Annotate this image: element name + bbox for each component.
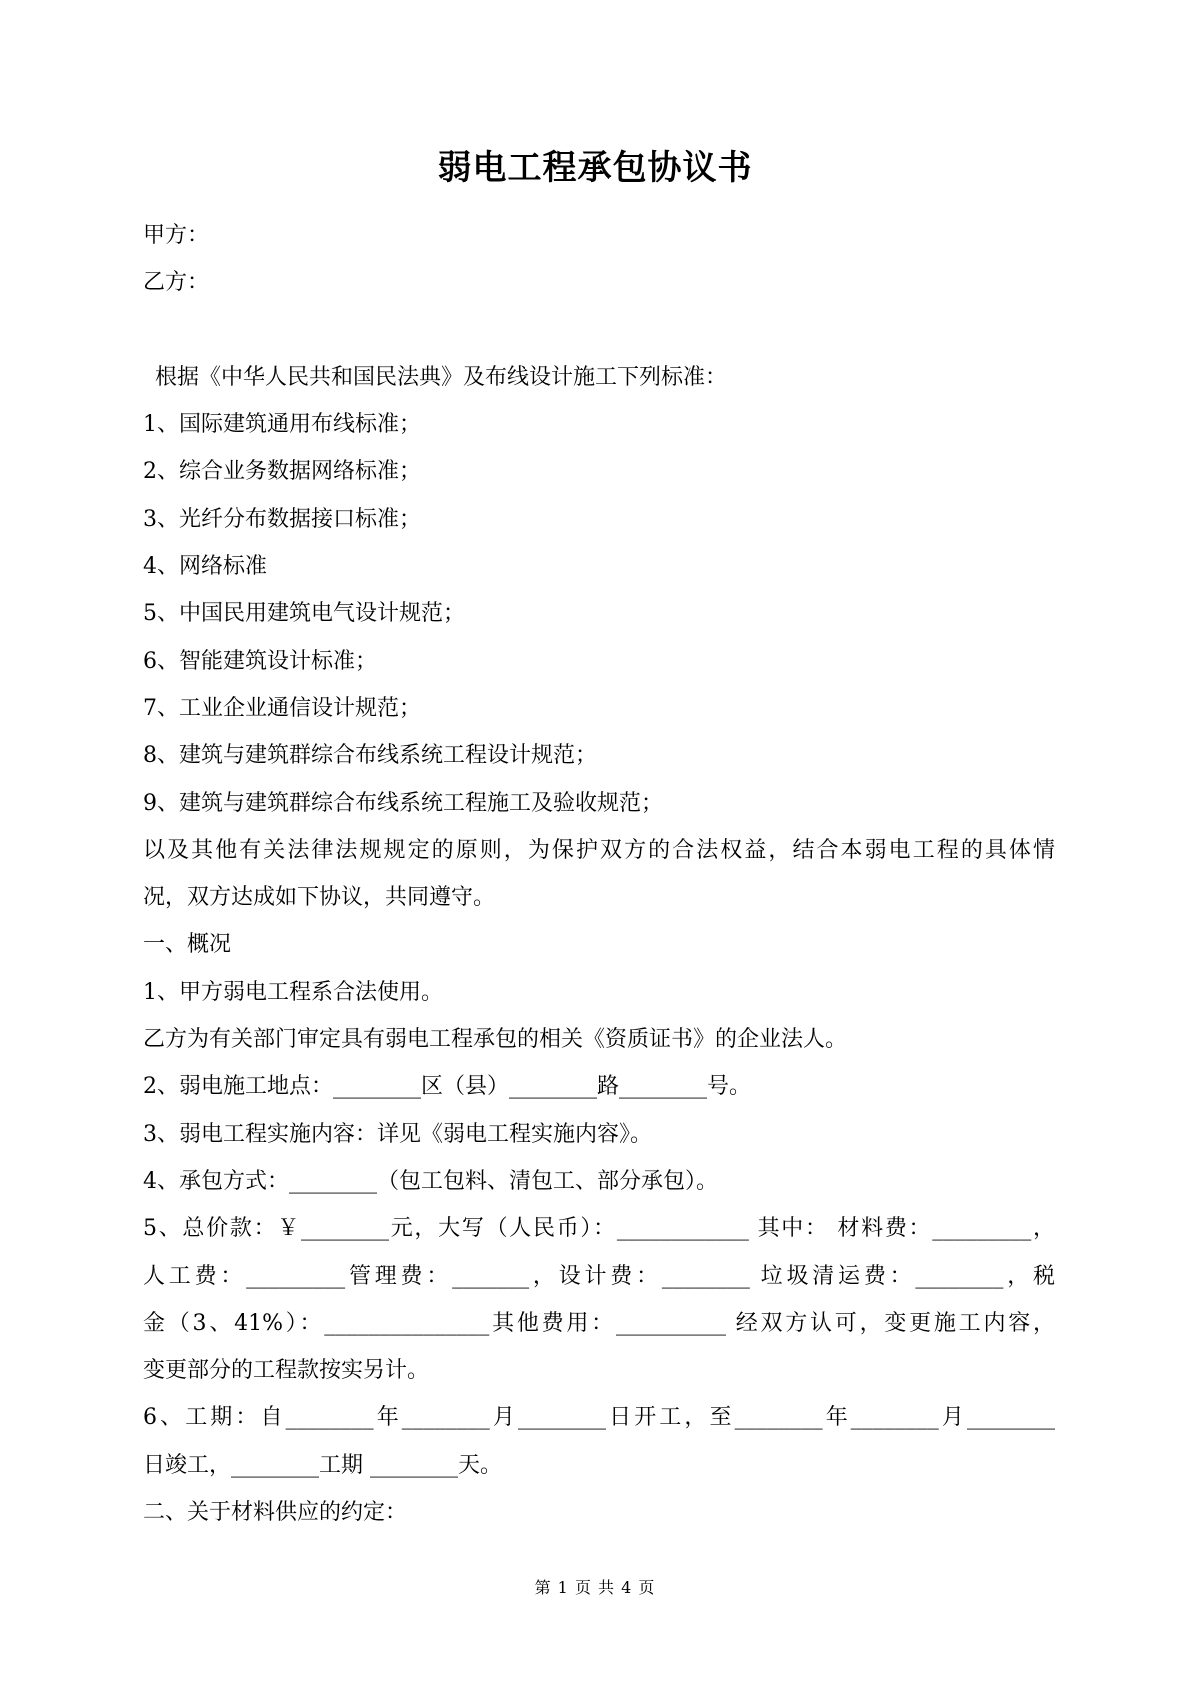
clause-5-price-line-3: 金（3、41%）：_______________其他费用：__________ 经双方认可，变更施工内容， bbox=[143, 1310, 1055, 1336]
principle-paragraph-line-2: 况，双方达成如下协议，共同遵守。 bbox=[143, 885, 496, 911]
clause-6-schedule-line-2: 日竣工，________工期 ________天。 bbox=[143, 1452, 502, 1478]
clause-3-scope: 3、弱电工程实施内容：详见《弱电工程实施内容》。 bbox=[143, 1121, 652, 1147]
intro-paragraph: 根据《中华人民共和国民法典》及布线设计施工下列标准： bbox=[155, 364, 728, 390]
document-title: 弱电工程承包协议书 bbox=[437, 148, 753, 188]
standard-item-6: 6、智能建筑设计标准； bbox=[143, 648, 377, 674]
section-heading-materials: 二、关于材料供应的约定： bbox=[143, 1500, 408, 1526]
section-heading-overview: 一、概况 bbox=[143, 932, 232, 958]
clause-5-price-line-1: 5、总价款：￥________元，大写（人民币）：____________ 其中： 材料费：_________， bbox=[143, 1216, 1055, 1242]
clause-5-price-line-4: 变更部分的工程款按实另计。 bbox=[143, 1358, 430, 1384]
standard-item-9: 9、建筑与建筑群综合布线系统工程施工及验收规范； bbox=[143, 790, 663, 816]
clause-4-contract-mode: 4、承包方式：________（包工包料、清包工、部分承包）。 bbox=[143, 1168, 718, 1194]
principle-paragraph-line-1: 以及其他有关法律法规规定的原则，为保护双方的合法权益，结合本弱电工程的具体情 bbox=[143, 837, 1055, 863]
standard-item-2: 2、综合业务数据网络标准； bbox=[143, 459, 421, 485]
page-number-footer: 第 1 页 共 4 页 bbox=[534, 1578, 656, 1597]
standard-item-5: 5、中国民用建筑电气设计规范； bbox=[143, 601, 465, 627]
clause-1: 1、甲方弱电工程系合法使用。 bbox=[143, 979, 443, 1005]
clause-6-schedule-line-1: 6、工期：自________年________月________日开工，至________年________月________ bbox=[143, 1405, 1055, 1431]
standard-item-7: 7、工业企业通信设计规范； bbox=[143, 695, 421, 721]
clause-2-location: 2、弱电施工地点：________区（县）________路________号。 bbox=[143, 1074, 751, 1100]
document-body bbox=[143, 212, 1055, 1536]
party-a-label: 甲方： bbox=[143, 223, 210, 248]
clause-5-price-line-2: 人工费：_________管理费：_______，设计费：________ 垃圾清运费：________，税 bbox=[143, 1263, 1055, 1289]
standard-item-1: 1、国际建筑通用布线标准； bbox=[143, 412, 421, 438]
standard-item-3: 3、光纤分布数据接口标准； bbox=[143, 506, 421, 532]
blank-line bbox=[143, 307, 1055, 354]
clause-1-contractor: 乙方为有关部门审定具有弱电工程承包的相关《资质证书》的企业法人。 bbox=[143, 1027, 848, 1053]
party-b-label: 乙方： bbox=[143, 270, 210, 296]
standard-item-8: 8、建筑与建筑群综合布线系统工程设计规范； bbox=[143, 743, 597, 769]
standard-item-4: 4、网络标准 bbox=[143, 554, 267, 580]
